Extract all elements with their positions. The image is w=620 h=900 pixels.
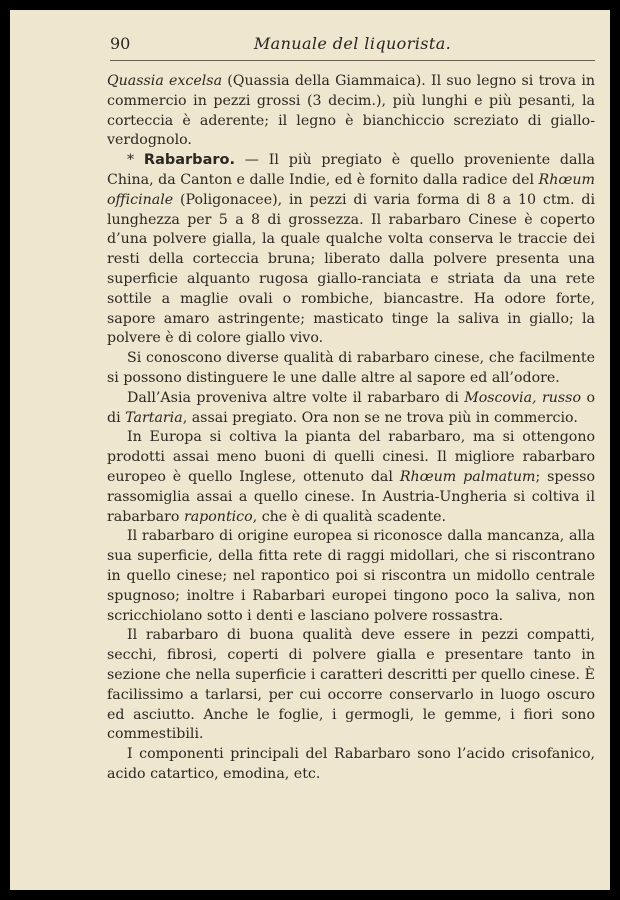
book-page	[10, 10, 610, 890]
paragraph-quassia: Quassia excelsa (Quassia della Giammaica). Il suo legno si trova in commercio in pezzi grossi (3 decim.), più lunghi e più pesanti, la corteccia è aderente; il legno è bianchiccio screziato di giallo-verdognolo.	[107, 73, 596, 149]
paragraph-componenti: I componenti principali del Rabarbaro sono l’acido crisofanico, acido catartico, emodina, etc.	[107, 746, 595, 782]
italic-term: Rhœum officinale	[107, 171, 595, 208]
header-rule	[110, 60, 595, 61]
section-heading: Rabarbaro.	[143, 152, 235, 169]
italic-term: Quassia excelsa	[107, 73, 223, 89]
italic-term: rapontico	[183, 508, 253, 525]
paragraph-buona-qualita: Il rabarbaro di buona qualità deve essere in pezzi compatti, secchi, fibrosi, coperti di polvere gialla e presentare tanto in sezione che nella superficie i caratteri descritti per quello cinese. È facilissimo a tarlarsi, per cui occorre conservarlo in luogo oscuro ed asciutto. Anche le foglie, i germogli, le gemme, i fiori sono commestibili.	[107, 627, 595, 743]
paragraph-europa: In Europa si coltiva la pianta del rabarbaro, ma si ottengono prodotti assai meno buoni di quelli cinesi. Il migliore rabarbaro europeo è quello Inglese, ottenuto dal Rhœum palmatum; spesso rassomiglia assai a quello cinese. In Austria-Ungheria si coltiva il rabarbaro rapontico, che è di qualità scadente.	[107, 429, 595, 525]
italic-term: Moscovia, russo	[464, 389, 582, 406]
page-number: 90	[110, 34, 131, 53]
italic-term: Tartaria	[125, 409, 183, 426]
paragraph-asia: Dall’Asia proveniva altre volte il rabarbaro di Moscovia, russo o di Tartaria, assai pregiato. Ora non se ne trova più in commercio.	[107, 389, 595, 426]
body-text	[107, 72, 595, 785]
paragraph-qualita: Si conoscono diverse qualità di rabarbaro cinese, che facilmente si possono distinguere le une dalle altre al sapore ed all’odore.	[107, 350, 595, 386]
paragraph-rabarbaro: * Rabarbaro. — Il più pregiato è quello proveniente dalla China, da Canton e dalle Indie, ed è fornito dalla radice del Rhœum officinale (Poligonacee), in pezzi di varia forma di 8 a 10 ctm. di lunghezza per 5 a 8 di grossezza. Il rabarbaro Cinese è coperto d’una polvere gialla, la quale qualche volta conserva le traccie dei resti della corteccia bruna; liberato dalla polvere presenta una superficie alquanto rugosa giallo-ranciata e striata da una rete sottile a maglie ovali o rombiche, biancastre. Ha odore forte, sapore amaro astringente; masticato tinge la saliva in giallo; la polvere è di colore giallo vivo.	[107, 152, 595, 347]
italic-term: Rhœum palmatum	[399, 468, 536, 485]
paragraph-origine: Il rabarbaro di origine europea si riconosce dalla mancanza, alla sua superficie, della fitta rete di raggi midollari, che si riscontrano in quello cinese; nel rapontico poi si riscontra un midollo centrale spugnoso; inoltre i Rabarbari europei tingono poco la saliva, non scricchiolano sotto i denti e lasciano polvere rossastra.	[107, 528, 595, 624]
running-title: Manuale del liquorista.	[253, 34, 452, 53]
